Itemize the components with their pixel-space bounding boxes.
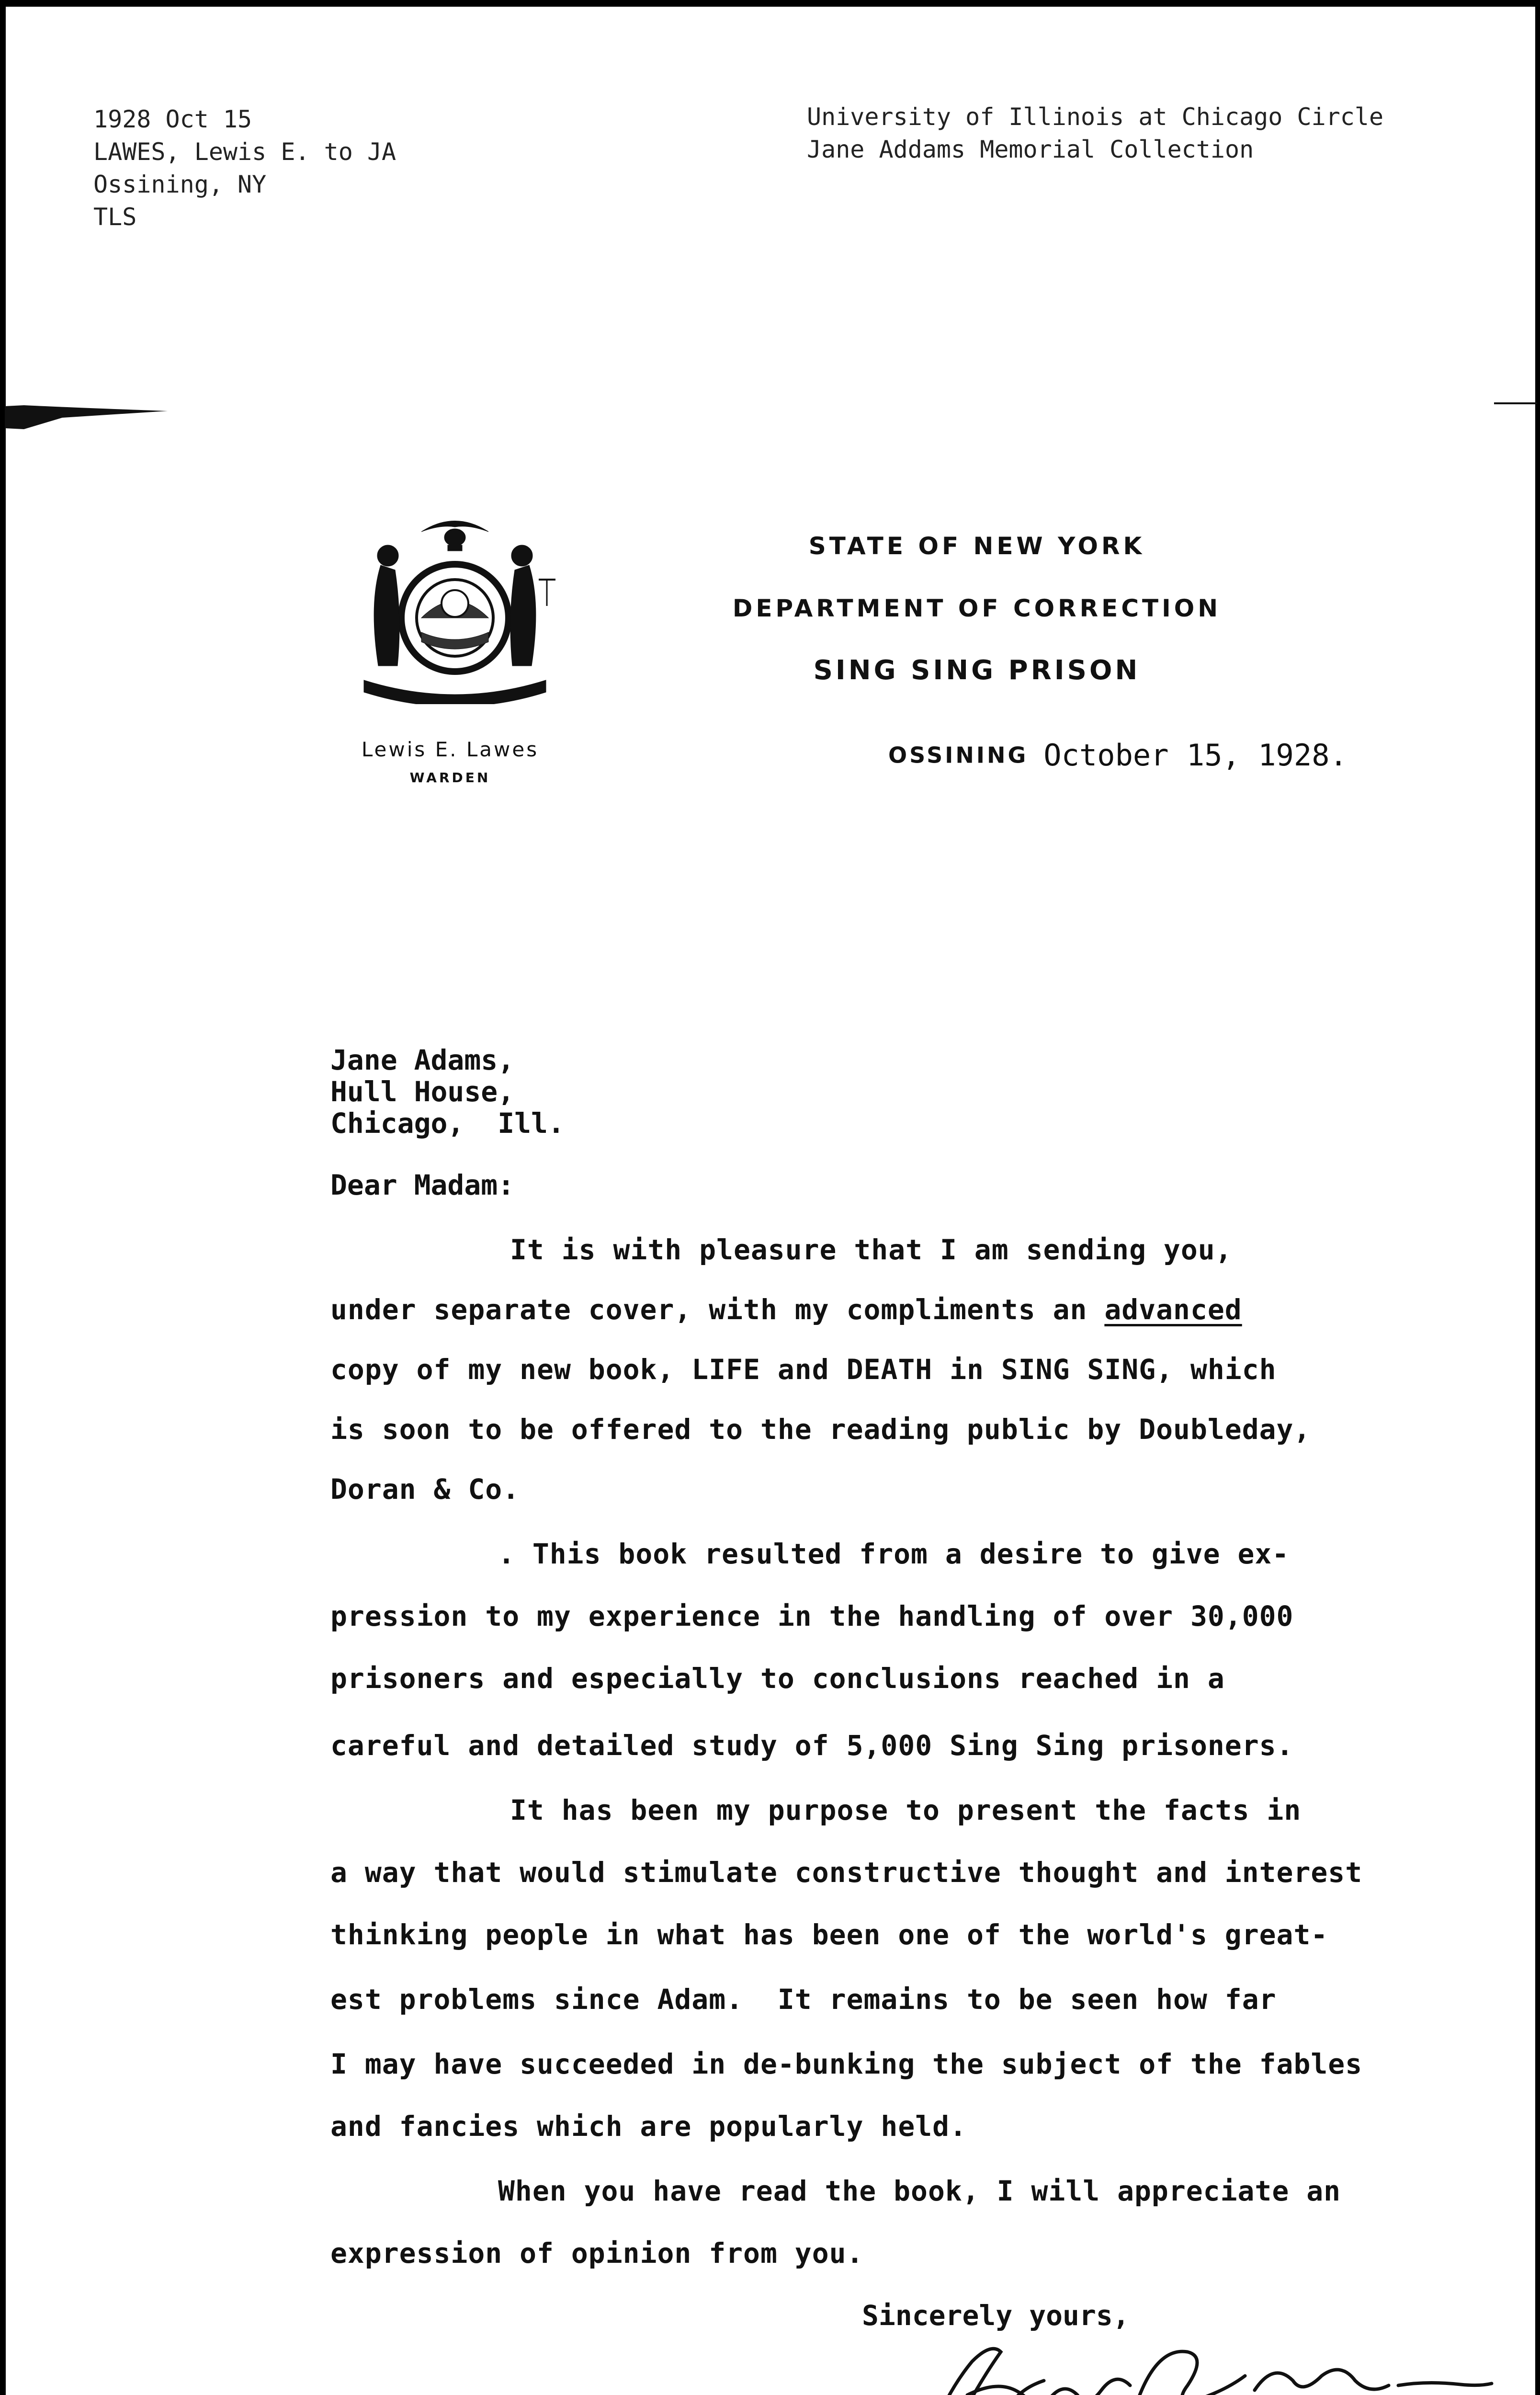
body-p1-line-2 [330,1293,1242,1326]
archive-correspondents: LAWES, Lewis E. to JA [93,138,396,166]
body-p3-line-3: thinking people in what has been one of the world's great- [330,1918,1328,1951]
body-p1-line-5: Doran & Co. [330,1473,520,1505]
letterhead [680,515,1274,702]
body-p2-line-4: careful and detailed study of 5,000 Sing Sing prisoners. [330,1729,1294,1762]
body-p2-line-2: pression to my experience in the handling of over 30,000 [330,1600,1294,1632]
body-p3-line-4: est problems since Adam. It remains to be seen how far [330,1983,1277,2016]
archive-location: Ossining, NY [93,171,267,198]
signature-icon [919,2333,1494,2395]
body-p1-line-2-text: under separate cover, with my compliments an [330,1293,1087,1326]
body-p1-line-4: is soon to be offered to the reading public by Doubleday, [330,1413,1311,1446]
body-p3-line-1: It has been my purpose to present the facts in [510,1794,1302,1826]
recipient-city: Chicago, Ill. [330,1107,565,1140]
place-and-date [888,738,1348,773]
warden-block [330,738,570,786]
archive-date: 1928 Oct 15 [93,105,252,133]
body-p3-line-2: a way that would stimulate constructive thought and interest [330,1856,1363,1889]
archive-university: University of Illinois at Chicago Circle [807,103,1384,131]
body-p3-line-5: I may have succeeded in de-bunking the subject of the fables [330,2048,1363,2080]
recipient-house: Hull House, [330,1075,515,1108]
body-p2-line-1: . This book resulted from a desire to give ex- [498,1538,1290,1570]
scan-border-top [0,0,1540,7]
scan-border-left [0,0,6,2395]
letterhead-state: STATE OF NEW YORK [808,532,1145,560]
body-p4-line-1: When you have read the book, I will appreciate an [498,2175,1341,2207]
page-edge-mark-icon [5,401,177,430]
body-p1-line-1: It is with pleasure that I am sending you, [510,1233,1233,1266]
underlined-word: advanced [1104,1293,1242,1326]
archive-collection: Jane Addams Memorial Collection [807,136,1254,163]
new-york-state-seal-icon [350,508,560,704]
closing: Sincerely yours, [862,2299,1130,2332]
letterhead-department: DEPARTMENT OF CORRECTION [732,594,1222,622]
warden-title: WARDEN [409,770,491,786]
body-p2-line-3: prisoners and especially to conclusions reached in a [330,1662,1225,1695]
body-p3-line-6: and fancies which are popularly held. [330,2110,967,2143]
archive-catalog-note [93,103,396,233]
archive-doc-type: TLS [93,203,137,231]
archive-collection-note [807,101,1383,166]
body-p1-line-3: copy of my new book, LIFE and DEATH in SING SING, which [330,1353,1277,1386]
recipient-address [330,1044,565,1139]
salutation: Dear Madam: [330,1169,515,1201]
page-edge-line-icon [1494,401,1537,406]
body-p4-line-2: expression of opinion from you. [330,2237,864,2270]
letter-date: October 15, 1928. [1043,738,1348,773]
recipient-name: Jane Adams, [330,1044,515,1076]
scan-border-right [1535,0,1540,2395]
warden-name: Lewis E. Lawes [361,738,539,761]
letter-place: OSSINING [888,742,1029,768]
letterhead-prison: SING SING PRISON [813,655,1141,686]
